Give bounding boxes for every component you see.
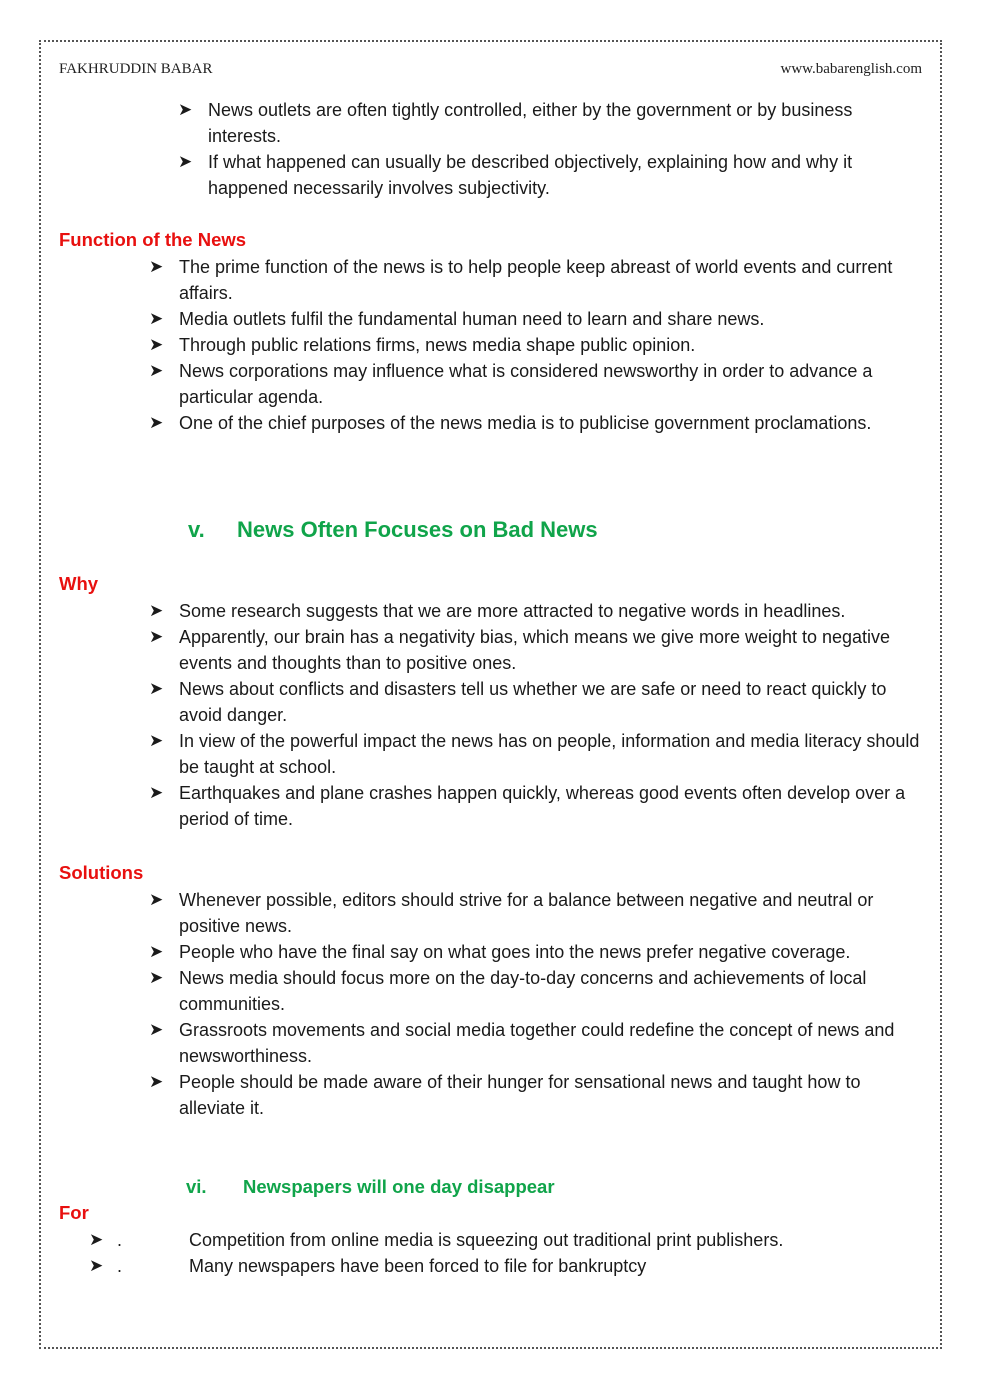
section-vi-title: Newspapers will one day disappear [243, 1176, 555, 1197]
intro-list [178, 97, 923, 201]
list-item [149, 358, 924, 410]
arrow-bullet-icon: ➤ [149, 601, 164, 620]
list-item [149, 598, 924, 624]
arrow-bullet-icon: ➤ [149, 309, 164, 328]
why-heading: Why [59, 573, 99, 594]
list-item-text: Apparently, our brain has a negativity bias, which means we give more weight to negative events and thoughts than to positive ones. [179, 627, 891, 673]
solutions-list [149, 887, 924, 1121]
for-heading: For [59, 1202, 89, 1223]
list-item-text: One of the chief purposes of the news media is to publicise government proclamations. [179, 413, 872, 433]
section-vi-number: vi. [186, 1176, 207, 1197]
list-item [149, 939, 924, 965]
list-item-text: People should be made aware of their hunger for sensational news and taught how to alleviate it. [179, 1072, 861, 1118]
list-item [178, 149, 923, 201]
list-item [149, 1069, 924, 1121]
arrow-bullet-icon: ➤ [149, 968, 164, 987]
list-item-text: Many newspapers have been forced to file for bankruptcy [189, 1256, 647, 1276]
list-item-text: Some research suggests that we are more attracted to negative words in headlines. [179, 601, 846, 621]
list-item-text: The prime function of the news is to help people keep abreast of world events and current affairs. [179, 257, 893, 303]
arrow-bullet-icon: ➤ [149, 627, 164, 646]
arrow-bullet-icon: ➤ [149, 413, 164, 432]
list-item [149, 965, 924, 1017]
list-item [149, 624, 924, 676]
function-heading: Function of the News [59, 229, 247, 250]
arrow-bullet-icon: ➤ [149, 1020, 164, 1039]
why-list [149, 598, 924, 832]
list-item-text: News about conflicts and disasters tell us whether we are safe or need to react quickly to avoid danger. [179, 679, 887, 725]
arrow-bullet-icon: ➤ [149, 942, 164, 961]
solutions-heading: Solutions [59, 862, 144, 883]
list-item [149, 332, 924, 358]
list-item-text: News corporations may influence what is considered newsworthy in order to advance a particular agenda. [179, 361, 873, 407]
arrow-bullet-icon: ➤ [178, 152, 193, 171]
arrow-bullet-icon: ➤ [89, 1230, 104, 1249]
list-item [149, 306, 924, 332]
intro-list-block [0, 97, 982, 201]
list-item-text: Whenever possible, editors should strive for a balance between negative and neutral or positive news. [179, 890, 874, 936]
arrow-bullet-icon: ➤ [149, 361, 164, 380]
list-item [178, 97, 923, 149]
list-item-text: If what happened can usually be described objectively, explaining how and why it happened necessarily involves subjectivity. [208, 152, 853, 198]
section-v-number: v. [188, 517, 205, 542]
for-list-block [0, 1227, 982, 1279]
list-item [149, 728, 924, 780]
why-list-block [0, 598, 982, 832]
function-list-block [0, 254, 982, 436]
arrow-bullet-icon: ➤ [149, 783, 164, 802]
function-list [149, 254, 924, 436]
arrow-bullet-icon: ➤ [149, 890, 164, 909]
list-item-text: News media should focus more on the day-to-day concerns and achievements of local communities. [179, 968, 867, 1014]
list-item-text: Grassroots movements and social media together could redefine the concept of news and newsworthiness. [179, 1020, 895, 1066]
list-item-text: People who have the final say on what goes into the news prefer negative coverage. [179, 942, 851, 962]
list-marker: . [117, 1230, 123, 1250]
list-item [149, 780, 924, 832]
header-author: FAKHRUDDIN BABAR [59, 61, 213, 77]
list-item-text: Through public relations firms, news media shape public opinion. [179, 335, 696, 355]
section-v-title: News Often Focuses on Bad News [237, 517, 598, 542]
list-item-text: Competition from online media is squeezing out traditional print publishers. [189, 1230, 784, 1250]
header-website: www.babarenglish.com [780, 61, 922, 77]
arrow-bullet-icon: ➤ [178, 100, 193, 119]
list-item [149, 887, 924, 939]
for-list [89, 1227, 924, 1279]
list-item-text: In view of the powerful impact the news has on people, information and media literacy should be taught at school. [179, 731, 920, 777]
list-item [149, 676, 924, 728]
arrow-bullet-icon: ➤ [149, 257, 164, 276]
list-item [149, 1017, 924, 1069]
list-marker: . [117, 1256, 123, 1276]
list-item-text: News outlets are often tightly controlled, either by the government or by business interests. [208, 100, 853, 146]
list-item [89, 1253, 924, 1279]
solutions-list-block [0, 887, 982, 1121]
arrow-bullet-icon: ➤ [149, 679, 164, 698]
arrow-bullet-icon: ➤ [149, 335, 164, 354]
arrow-bullet-icon: ➤ [149, 731, 164, 750]
list-item-text: Media outlets fulfil the fundamental human need to learn and share news. [179, 309, 765, 329]
arrow-bullet-icon: ➤ [149, 1072, 164, 1091]
list-item [149, 410, 924, 436]
list-item [149, 254, 924, 306]
list-item [89, 1227, 924, 1253]
list-item-text: Earthquakes and plane crashes happen quickly, whereas good events often develop over a period of time. [179, 783, 906, 829]
arrow-bullet-icon: ➤ [89, 1256, 104, 1275]
